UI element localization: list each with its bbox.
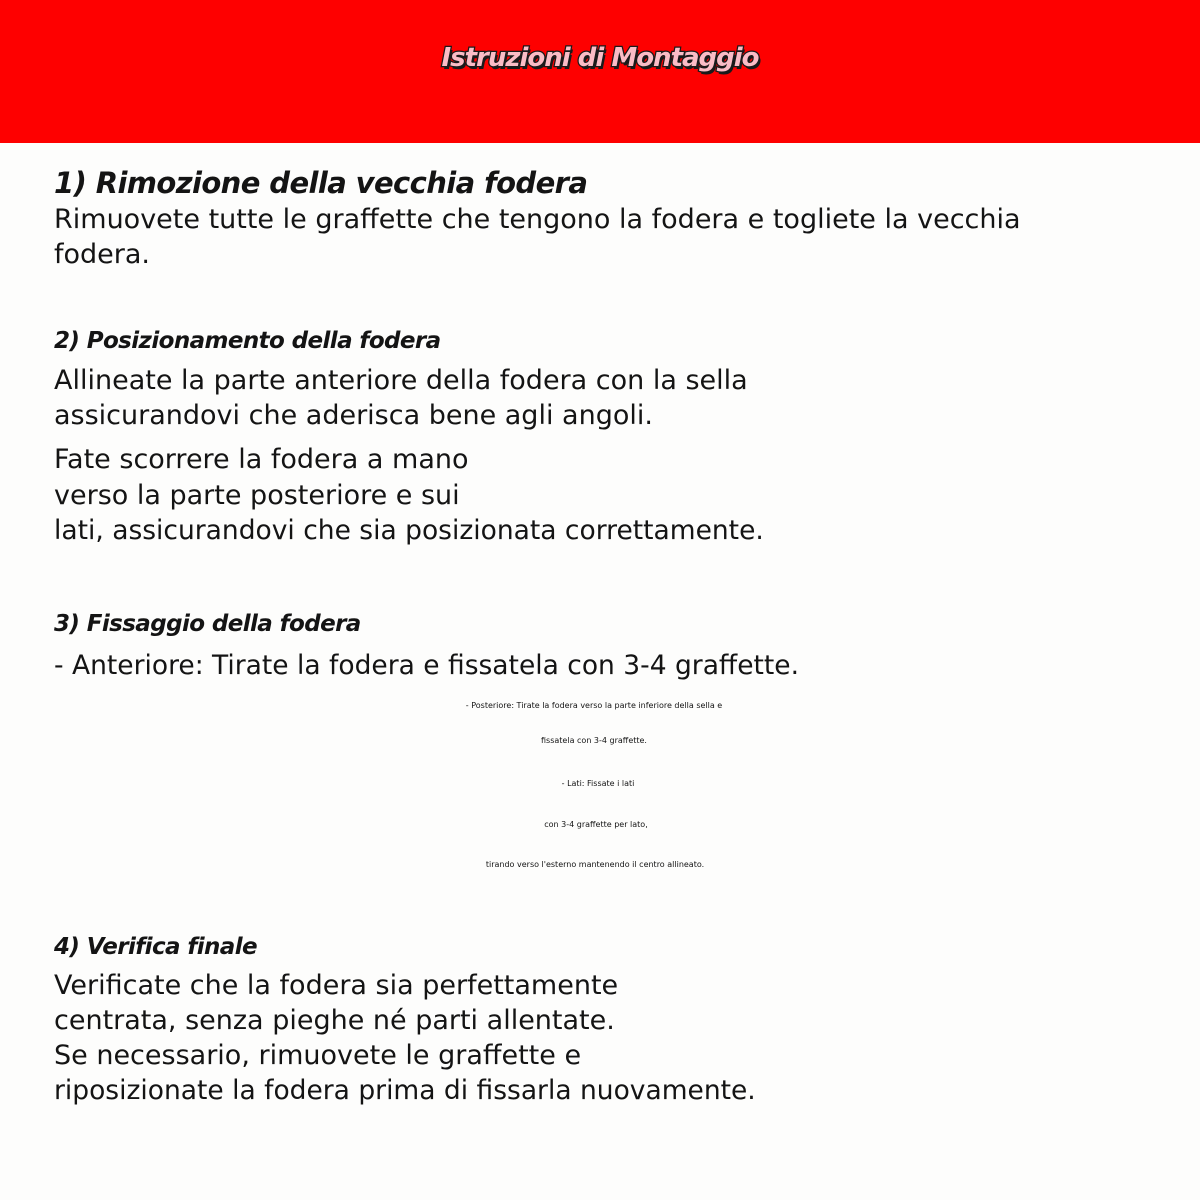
title-banner (0, 0, 1200, 143)
section-text-line: lati, assicurandovi che sia posizionata correttamente. (54, 515, 764, 546)
section-text-line: - Lati: Fissate i lati (561, 779, 635, 788)
page-title: Istruzioni di Montaggio (441, 43, 759, 73)
section-text-line: fodera. (54, 239, 151, 270)
section-text-line: Fate scorrere la fodera a mano (54, 444, 469, 475)
section-heading-fixing: 3) Fissaggio della fodera (54, 611, 361, 637)
section-text-line: Allineate la parte anteriore della fodera con la sella (54, 365, 748, 396)
section-heading-final-check: 4) Verifica finale (54, 934, 257, 960)
section-text-line: verso la parte posteriore e sui (54, 480, 460, 511)
section-text-line: con 3-4 graffette per lato, (544, 820, 648, 829)
section-text-line: - Posteriore: Tirate la fodera verso la parte inferiore della sella e (465, 701, 723, 710)
section-text-line: fissatela con 3-4 graffette. (541, 736, 647, 745)
section-text-line: assicurandovi che aderisca bene agli angoli. (54, 400, 653, 431)
section-text-line: Verificate che la fodera sia perfettamente (54, 970, 619, 1001)
section-heading-removal: 1) Rimozione della vecchia fodera (54, 166, 588, 200)
section-text-line: centrata, senza pieghe né parti allentate. (54, 1005, 615, 1036)
section-text-line: riposizionate la fodera prima di fissarla nuovamente. (54, 1075, 756, 1106)
section-heading-positioning: 2) Posizionamento della fodera (54, 328, 441, 354)
section-text-line: tirando verso l'esterno mantenendo il centro allineato. (485, 860, 705, 869)
section-text-line: Rimuovete tutte le graffette che tengono la fodera e togliete la vecchia (54, 204, 1021, 235)
section-text-line: Se necessario, rimuovete le graffette e (54, 1040, 582, 1071)
section-text-line: - Anteriore: Tirate la fodera e fissatela con 3-4 graffette. (54, 650, 800, 681)
